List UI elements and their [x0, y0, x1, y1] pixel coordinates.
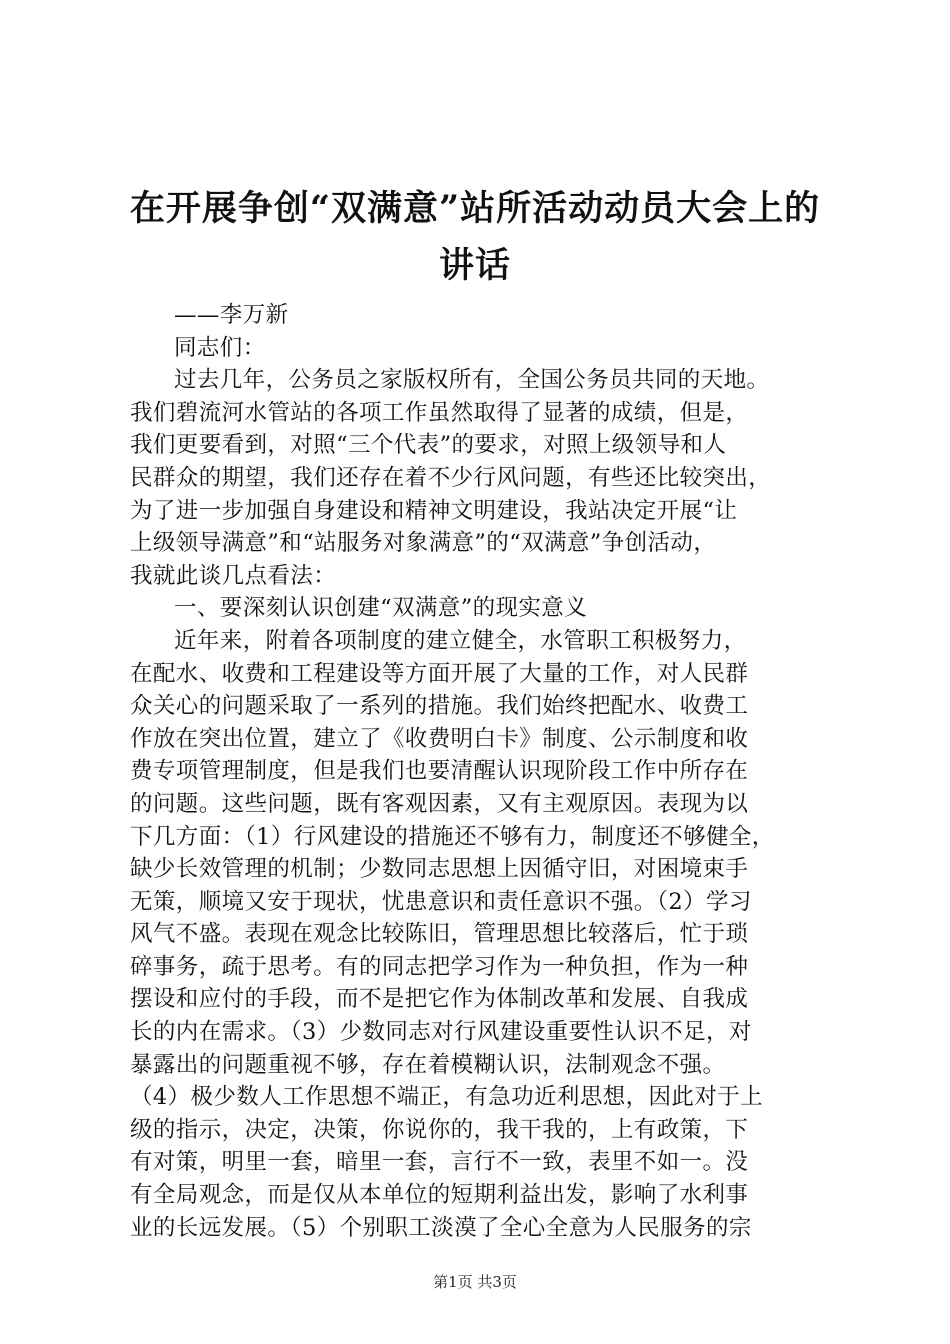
paragraph-line: 碎事务，疏于思考。有的同志把学习作为一种负担，作为一种	[130, 953, 749, 980]
paragraph-line: 我们碧流河水管站的各项工作虽然取得了显著的成绩，但是，	[130, 399, 749, 426]
title-line-1: 在开展争创“双满意”站所活动动员大会上的	[129, 188, 821, 229]
paragraph-line: 级的指示，决定，决策，你说你的，我干我的，上有政策，下	[130, 1116, 749, 1143]
salutation-line: 同志们：	[174, 334, 266, 361]
paragraph-line: 无策，顺境又安于现状，忧患意识和责任意识不强。（2）学习	[130, 888, 752, 915]
author-line: ——李万新	[174, 302, 289, 328]
paragraph-line: 缺少长效管理的机制；少数同志思想上因循守旧，对困境束手	[130, 856, 749, 883]
paragraph-line: 我就此谈几点看法：	[130, 562, 337, 589]
paragraph-line: 近年来，附着各项制度的建立健全，水管职工积极努力，	[174, 627, 747, 654]
title-line-2: 讲话	[438, 245, 511, 286]
paragraph-line: 我们更要看到，对照“三个代表”的要求，对照上级领导和人	[130, 432, 727, 459]
paragraph-line: 暴露出的问题重视不够，存在着模糊认识，法制观念不强。	[130, 1051, 726, 1078]
paragraph-line: 在配水、收费和工程建设等方面开展了大量的工作，对人民群	[130, 660, 749, 687]
paragraph-line: 为了进一步加强自身建设和精神文明建设，我站决定开展“让	[130, 497, 738, 524]
paragraph-line: 有全局观念，而是仅从本单位的短期利益出发，影响了水利事	[130, 1182, 749, 1209]
paragraph-line: 费专项管理制度，但是我们也要清醒认识现阶段工作中所存在	[130, 758, 749, 785]
paragraph-line: （4）极少数人工作思想不端正，有急功近利思想，因此对于上	[130, 1084, 764, 1111]
paragraph-line: 下几方面：（1）行风建设的措施还不够有力，制度还不够健全，	[130, 823, 775, 850]
section-heading: 一、要深刻认识创建“双满意”的现实意义	[174, 595, 588, 622]
paragraph-line: 民群众的期望，我们还存在着不少行风问题，有些还比较突出，	[130, 464, 772, 491]
paragraph-line: 摆设和应付的手段，而不是把它作为体制改革和发展、自我成	[130, 986, 749, 1013]
paragraph-line: 上级领导满意”和“站服务对象满意”的“双满意”争创活动，	[130, 530, 717, 557]
page-footer: 第1页 共3页	[433, 1273, 517, 1291]
paragraph-line: 长的内在需求。（3）少数同志对行风建设重要性认识不足，对	[130, 1019, 752, 1046]
paragraph-line: 风气不盛。表现在观念比较陈旧，管理思想比较落后，忙于琐	[130, 921, 749, 948]
paragraph-line: 众关心的问题采取了一系列的措施。我们始终把配水、收费工	[130, 693, 749, 720]
paragraph-line: 过去几年，公务员之家版权所有，全国公务员共同的天地。	[174, 367, 770, 394]
paragraph-line: 有对策，明里一套，暗里一套，言行不一致，表里不如一。没	[130, 1149, 749, 1176]
paragraph-line: 业的长远发展。（5）个别职工淡漠了全心全意为人民服务的宗	[130, 1214, 752, 1241]
document-title	[120, 180, 830, 294]
paragraph-line: 作放在突出位置，建立了《收费明白卡》制度、公示制度和收	[130, 725, 749, 752]
paragraph-line: 的问题。这些问题，既有客观因素，又有主观原因。表现为以	[130, 790, 749, 817]
document-body	[130, 299, 850, 1244]
